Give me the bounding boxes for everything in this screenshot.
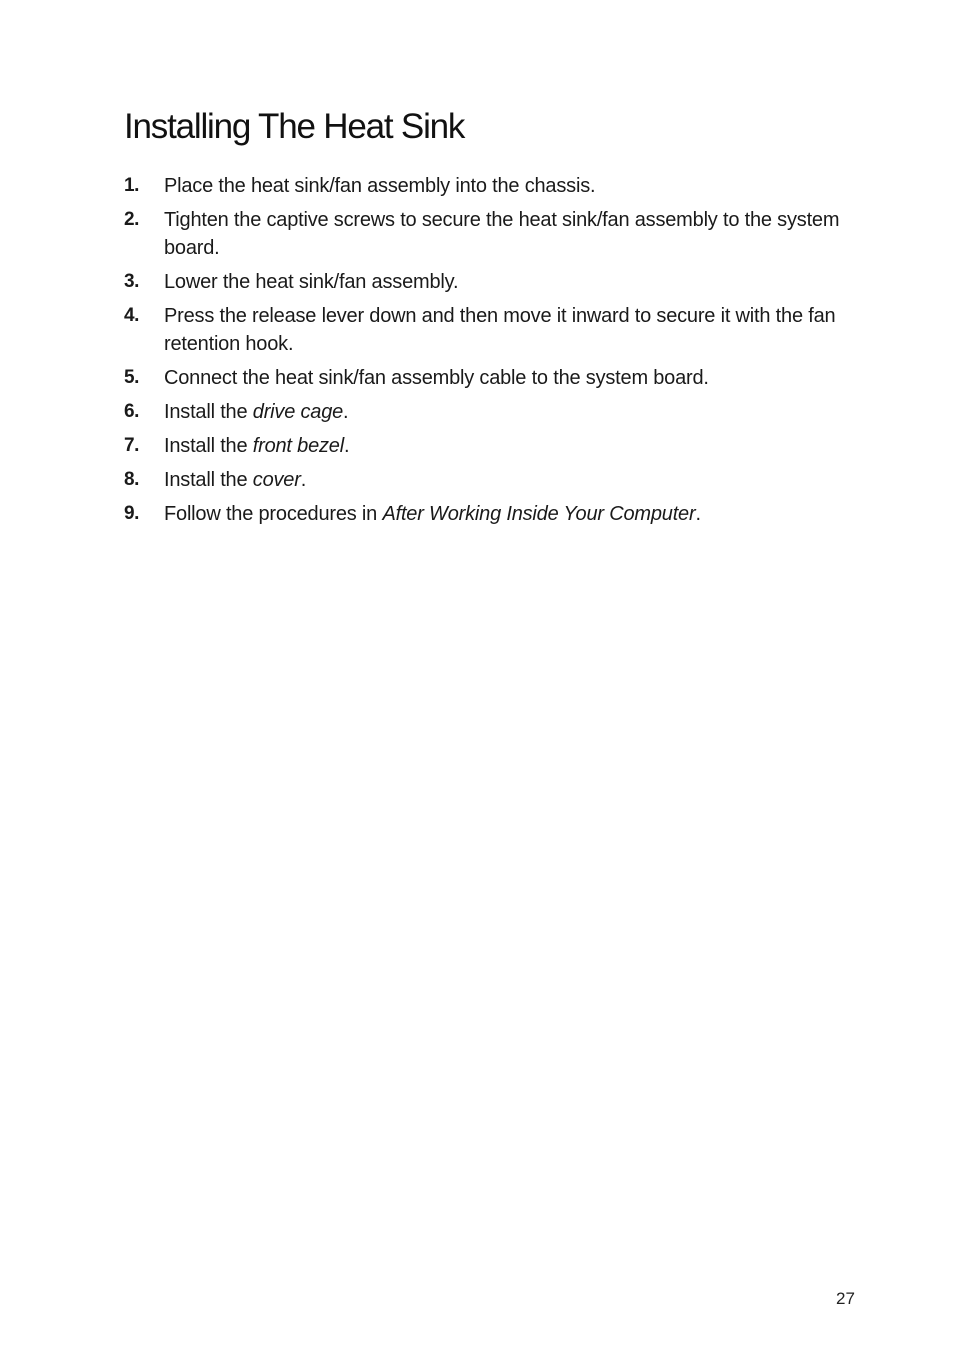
step-number: 7. [124, 435, 139, 456]
step-text-prefix: Install the [164, 435, 253, 457]
step-number: 6. [124, 401, 139, 422]
step-number: 1. [124, 175, 139, 196]
step-text: Place the heat sink/fan assembly into the chassis. [164, 175, 596, 197]
front-bezel-link[interactable]: front bezel [252, 435, 344, 457]
step-item [124, 500, 854, 528]
step-number: 2. [124, 209, 139, 230]
step-number: 9. [124, 503, 139, 524]
step-number: 5. [124, 367, 139, 388]
step-item [124, 268, 854, 296]
step-text-suffix: . [300, 469, 307, 491]
cover-link[interactable]: cover [252, 469, 301, 491]
step-text-suffix: . [343, 401, 349, 423]
step-item [124, 466, 854, 494]
step-text: Press the release lever down and then move it inward to secure it with the fan retention hook. [164, 305, 836, 355]
step-item [124, 206, 854, 262]
step-text-prefix: Follow the procedures in [164, 503, 383, 525]
step-item [124, 302, 854, 358]
page-number: 27 [836, 1289, 855, 1308]
step-text-prefix: Install the [164, 401, 253, 423]
step-number: 4. [124, 305, 139, 326]
step-number: 8. [124, 469, 139, 490]
step-item [124, 172, 854, 200]
step-text-suffix: . [695, 503, 701, 525]
drive-cage-link[interactable]: drive cage [252, 401, 344, 423]
step-text: Connect the heat sink/fan assembly cable to the system board. [164, 367, 709, 389]
step-item [124, 432, 854, 460]
step-text: Tighten the captive screws to secure the heat sink/fan assembly to the system board. [164, 209, 840, 259]
step-text: Lower the heat sink/fan assembly. [164, 271, 459, 293]
step-item [124, 364, 854, 392]
step-item [124, 398, 854, 426]
steps-list [124, 172, 854, 534]
step-number: 3. [124, 271, 139, 292]
step-text-prefix: Install the [164, 469, 253, 491]
step-text-suffix: . [343, 435, 350, 457]
after-working-inside-link[interactable]: After Working Inside Your Computer [382, 503, 696, 525]
page-title: Installing The Heat Sink [124, 107, 465, 146]
